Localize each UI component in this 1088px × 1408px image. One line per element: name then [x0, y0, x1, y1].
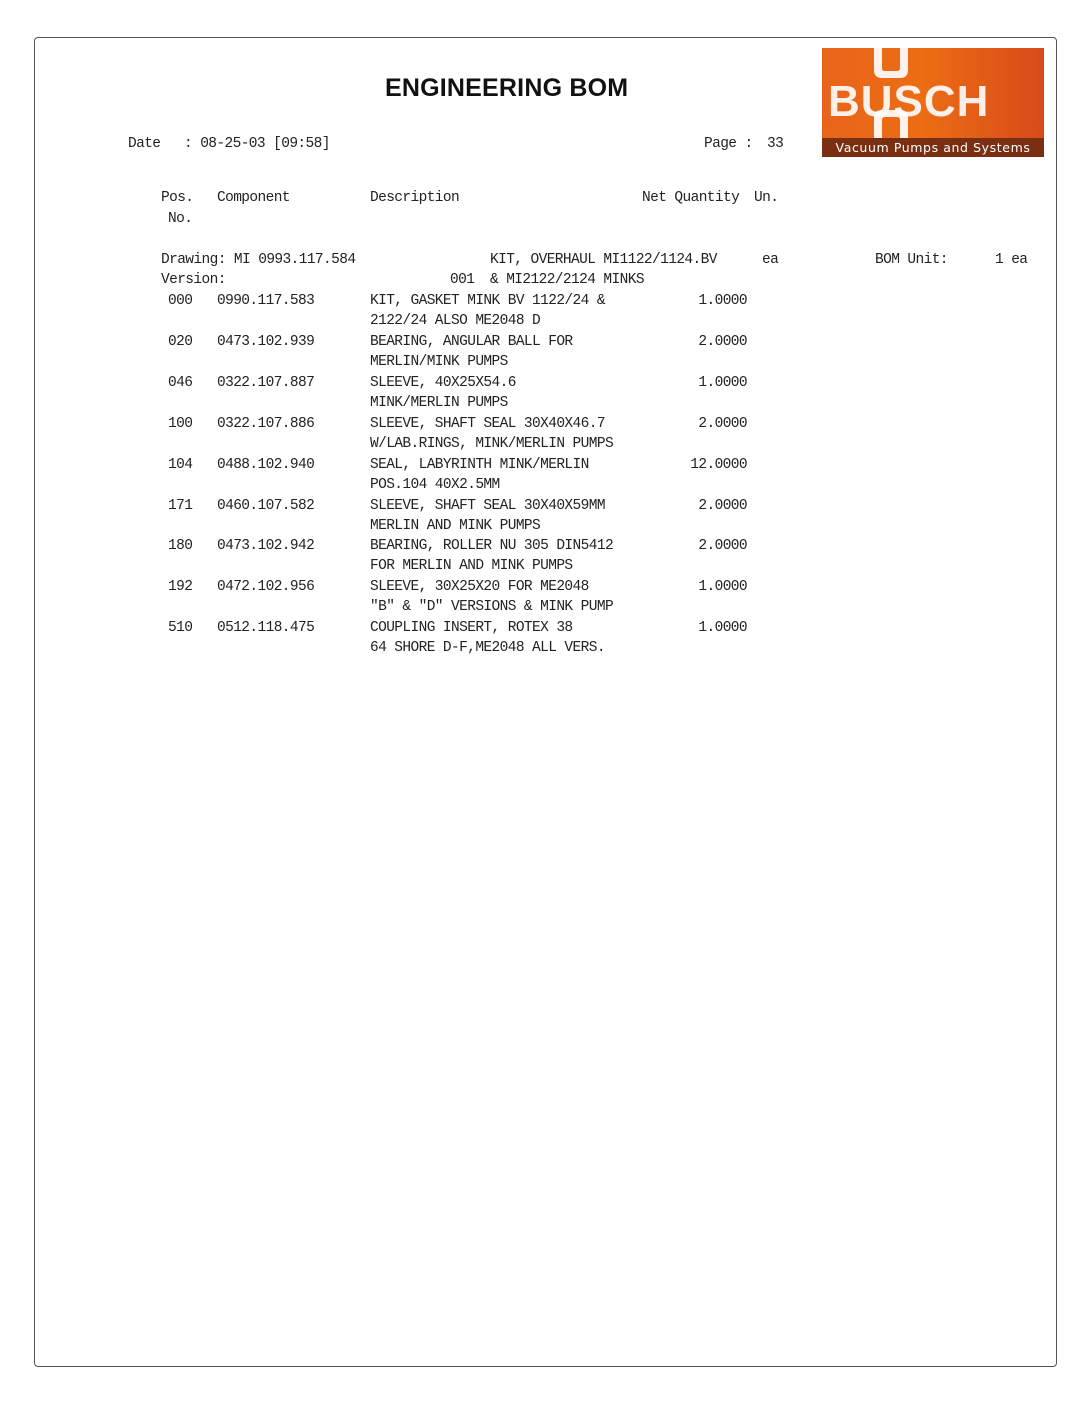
row-component: 0473.102.942 — [217, 538, 315, 554]
drawing-description-line1: KIT, OVERHAUL MI1122/1124.BV — [490, 252, 717, 268]
row-description-line2: 2122/24 ALSO ME2048 D — [370, 313, 541, 329]
row-pos: 000 — [168, 293, 193, 309]
row-net-quantity: 1.0000 — [698, 579, 747, 595]
logo-brand: BUSCH — [828, 77, 990, 126]
row-description-line1: SLEEVE, 30X25X20 FOR ME2048 — [370, 579, 589, 595]
logo-tagline: Vacuum Pumps and Systems — [835, 140, 1031, 155]
row-component: 0488.102.940 — [217, 457, 315, 473]
row-net-quantity: 1.0000 — [698, 375, 747, 391]
row-description-line2: FOR MERLIN AND MINK PUMPS — [370, 558, 573, 574]
row-pos: 104 — [168, 457, 193, 473]
row-description-line2: "B" & "D" VERSIONS & MINK PUMP — [370, 599, 614, 615]
row-description-line2: MERLIN AND MINK PUMPS — [370, 518, 541, 534]
column-header-pos: Pos. — [161, 190, 194, 206]
row-description-line1: BEARING, ANGULAR BALL FOR — [370, 334, 573, 350]
row-component: 0460.107.582 — [217, 498, 315, 514]
row-component: 0990.117.583 — [217, 293, 315, 309]
row-pos: 192 — [168, 579, 193, 595]
bom-unit-label: BOM Unit: — [875, 252, 948, 268]
drawing-description-line2: & MI2122/2124 MINKS — [490, 272, 644, 288]
page-frame — [34, 37, 1057, 1367]
row-net-quantity: 2.0000 — [698, 416, 747, 432]
drawing-label: Drawing: MI 0993.117.584 — [161, 252, 356, 268]
row-pos: 100 — [168, 416, 193, 432]
column-header-description: Description — [370, 190, 460, 206]
row-net-quantity: 2.0000 — [698, 538, 747, 554]
page-title: ENGINEERING BOM — [385, 74, 629, 102]
column-header-component: Component — [217, 190, 290, 206]
drawing-unit: ea — [762, 252, 779, 268]
row-description-line1: BEARING, ROLLER NU 305 DIN5412 — [370, 538, 614, 554]
row-component: 0322.107.886 — [217, 416, 315, 432]
bom-unit-value: 1 ea — [995, 252, 1028, 268]
column-header-no: No. — [168, 211, 193, 227]
row-description-line1: SLEEVE, SHAFT SEAL 30X40X46.7 — [370, 416, 605, 432]
row-net-quantity: 2.0000 — [698, 498, 747, 514]
row-net-quantity: 1.0000 — [698, 293, 747, 309]
date-label: Date — [128, 136, 161, 152]
row-pos: 020 — [168, 334, 193, 350]
row-net-quantity: 2.0000 — [698, 334, 747, 350]
page-label: Page : — [704, 136, 753, 152]
version-label: Version: — [161, 272, 226, 288]
row-net-quantity: 12.0000 — [690, 457, 747, 473]
version-value: 001 — [450, 272, 475, 288]
row-pos: 046 — [168, 375, 193, 391]
column-header-net-quantity: Net Quantity — [642, 190, 740, 206]
row-component: 0473.102.939 — [217, 334, 315, 350]
busch-logo — [822, 48, 1044, 157]
row-pos: 171 — [168, 498, 193, 514]
row-description-line1: KIT, GASKET MINK BV 1122/24 & — [370, 293, 605, 309]
row-component: 0322.107.887 — [217, 375, 315, 391]
row-pos: 180 — [168, 538, 193, 554]
row-description-line1: SEAL, LABYRINTH MINK/MERLIN — [370, 457, 589, 473]
date-value: : 08-25-03 [09:58] — [184, 136, 330, 152]
row-description-line2: MERLIN/MINK PUMPS — [370, 354, 508, 370]
row-component: 0512.118.475 — [217, 620, 315, 636]
row-description-line1: COUPLING INSERT, ROTEX 38 — [370, 620, 573, 636]
row-description-line2: MINK/MERLIN PUMPS — [370, 395, 508, 411]
column-header-unit: Un. — [754, 190, 779, 206]
row-component: 0472.102.956 — [217, 579, 315, 595]
row-description-line2: 64 SHORE D-F,ME2048 ALL VERS. — [370, 640, 605, 656]
row-description-line2: W/LAB.RINGS, MINK/MERLIN PUMPS — [370, 436, 614, 452]
row-description-line2: POS.104 40X2.5MM — [370, 477, 500, 493]
row-description-line1: SLEEVE, 40X25X54.6 — [370, 375, 516, 391]
page-number: 33 — [767, 136, 784, 152]
row-pos: 510 — [168, 620, 193, 636]
row-net-quantity: 1.0000 — [698, 620, 747, 636]
row-description-line1: SLEEVE, SHAFT SEAL 30X40X59MM — [370, 498, 605, 514]
